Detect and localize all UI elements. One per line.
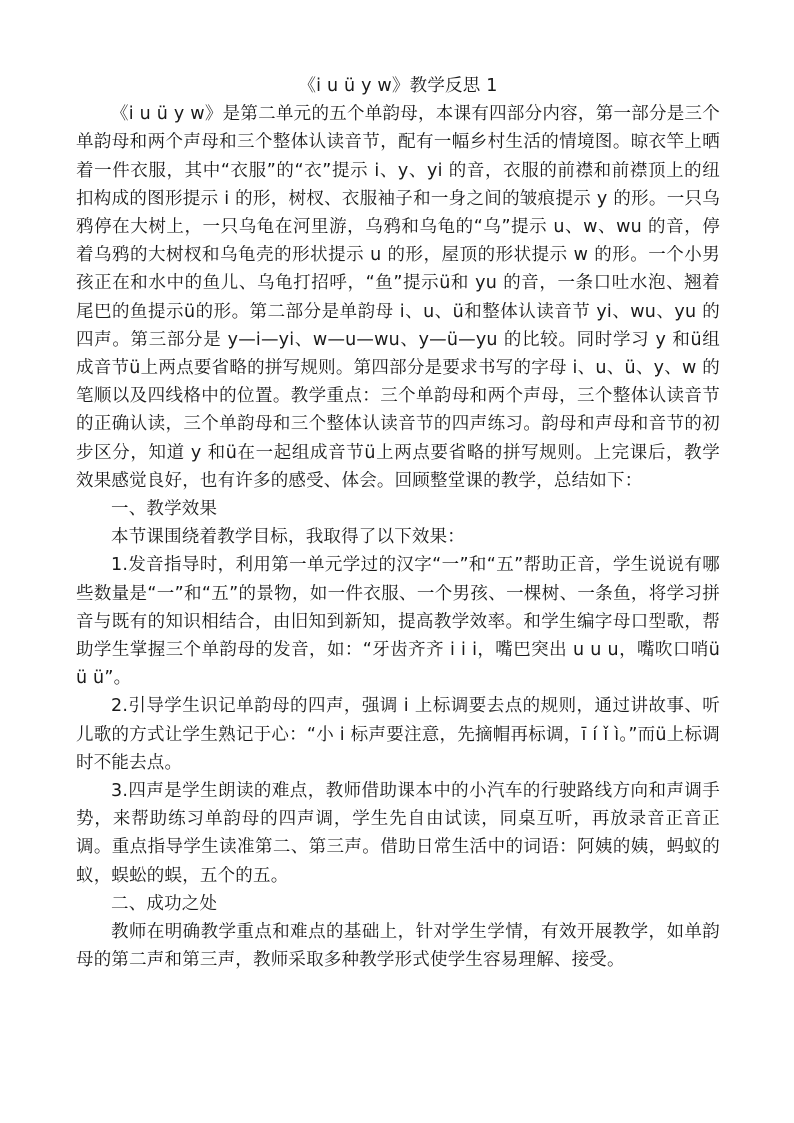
section-heading-success: 二、成功之处 bbox=[111, 893, 218, 914]
document-page bbox=[76, 72, 720, 975]
paragraph-point-2: 2.引导学生识记单韵母的四声，强调 i 上标调要去点的规则，通过讲故事、听儿歌的方式让学生熟记于心：“小 i 标声要注意，先摘帽再标调，ī í ǐ ì。”而ü上标调时不能去点。 bbox=[76, 696, 720, 773]
paragraph-intro: 《i u ü y w》是第二单元的五个单韵母，本课有四部分内容，第一部分是三个单韵母和两个声母和三个整体认读音节，配有一幅乡村生活的情境图。晾衣竿上晒着一件衣服，其中“衣服”的“衣”提示 i、y、yi 的音，衣服的前襟和前襟顶上的纽扣构成的图形提示 i 的形，树杈、衣服袖子和一身之间的皱痕提示 y 的形。一只乌鸦停在大树上，一只乌龟在河里游，乌鸦和乌龟的“乌”提示 u、w、wu 的音，停着乌鸦的大树杈和乌龟壳的形状提示 u 的形，屋顶的形状提示 w 的形。一个小男孩正在和水中的鱼儿、乌龟打招呼，“鱼”提示ü和 yu 的音，一条口吐水泡、翘着尾巴的鱼提示ü的形。第二部分是单韵母 i、u、ü和整体认读音节 yi、wu、yu 的四声。第三部分是 y—i—yi、w—u—wu、y—ü—yu 的比较。同时学习 y 和ü组成音节ü上两点要省略的拼写规则。第四部分是要求书写的字母 i、u、ü、y、w 的笔顺以及四线格中的位置。教学重点：三个单韵母和两个声母，三个整体认读音节的正确认读，三个单韵母和三个整体认读音节的四声练习。韵母和声母和音节的初步区分，知道 y 和ü在一起组成音节ü上两点要省略的拼写规则。上完课后，教学效果感觉良好，也有许多的感受、体会。回顾整堂课的教学，总结如下： bbox=[76, 104, 720, 491]
paragraph-point-3: 3.四声是学生朗读的难点，教师借助课本中的小汽车的行驶路线方向和声调手势，来帮助练习单韵母的四声调，学生先自由试读，同桌互听，再放录音正音正调。重点指导学生读准第二、第三声。借助日常生活中的词语：阿姨的姨，蚂蚁的蚁，蜈蚣的蜈，五个的五。 bbox=[76, 781, 720, 886]
paragraph-success: 教师在明确教学重点和难点的基础上，针对学生学情，有效开展教学，如单韵母的第二声和第三声，教师采取多种教学形式使学生容易理解、接受。 bbox=[76, 922, 720, 971]
paragraph-effect-summary: 本节课围绕着教学目标，我取得了以下效果： bbox=[111, 527, 465, 548]
document-title: 《i u ü y w》教学反思 1 bbox=[298, 76, 498, 96]
section-heading-teaching-effect: 一、教学效果 bbox=[111, 499, 218, 520]
paragraph-point-1: 1.发音指导时，利用第一单元学过的汉字“一”和“五”帮助正音，学生说说有哪些数量是“一”和“五”的景物，如一件衣服、一个男孩、一棵树、一条鱼，将学习拼音与既有的知识相结合，由旧知到新知，提高教学效率。和学生编字母口型歌，帮助学生掌握三个单韵母的发音，如：“牙齿齐齐 i i i，嘴巴突出 u u u，嘴吹口哨ü ü ü”。 bbox=[76, 555, 720, 689]
